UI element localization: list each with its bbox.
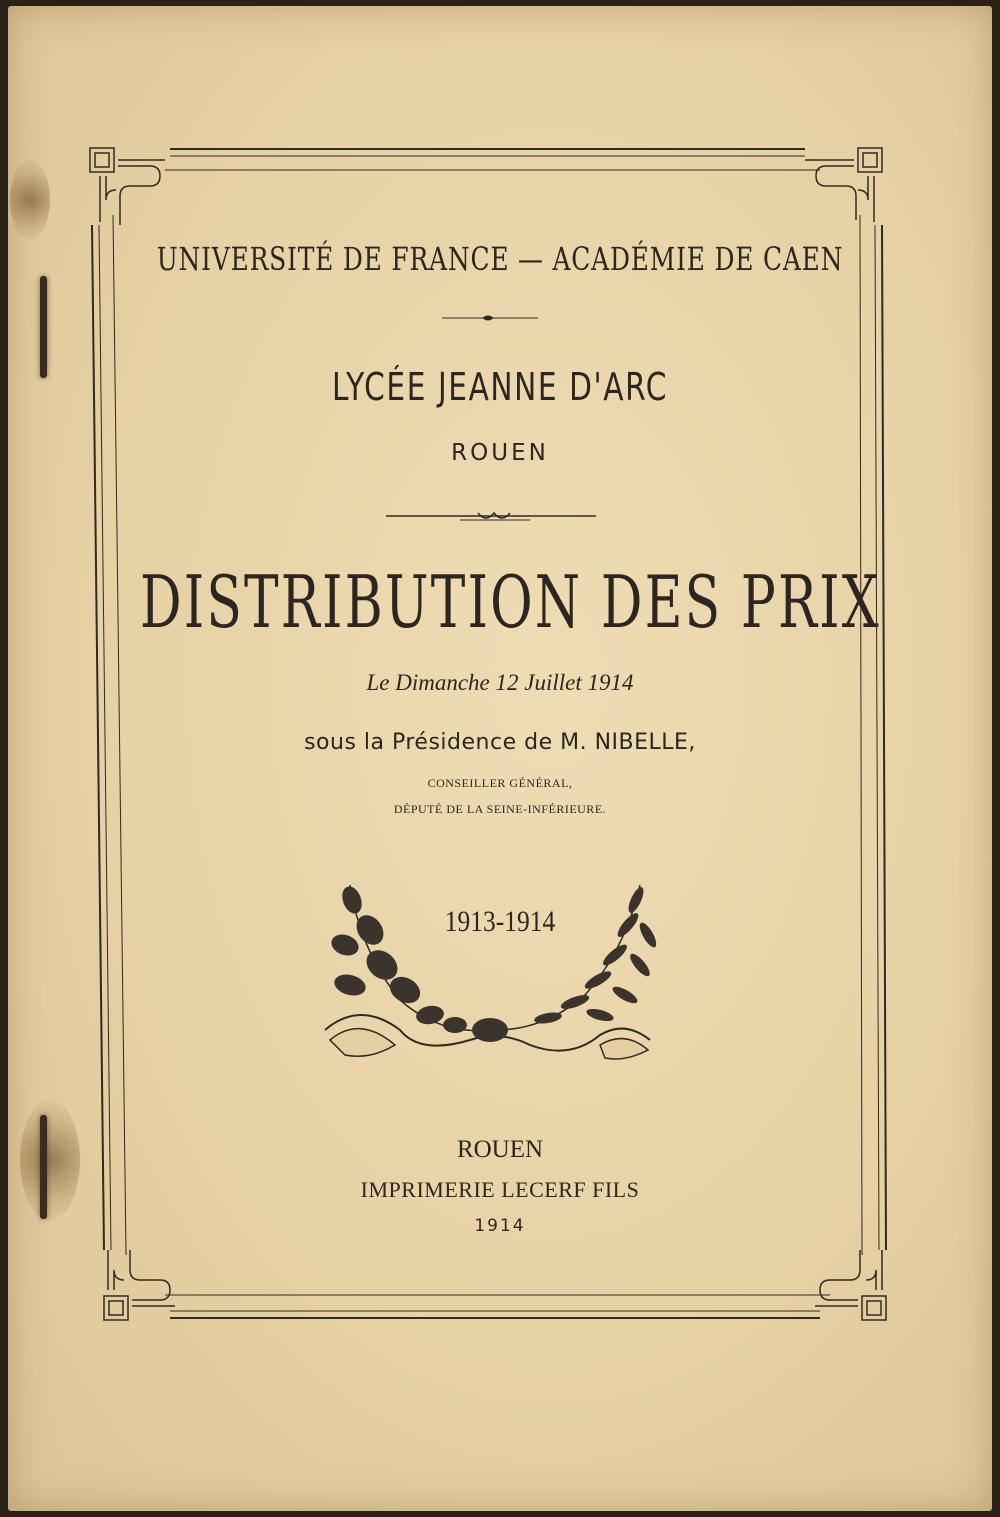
school-city: ROUEN [451, 440, 549, 466]
ceremony-date: Le Dimanche 12 Juillet 1914 [366, 670, 634, 695]
school-year: 1913-1914 [444, 905, 556, 938]
university-heading: UNIVERSITÉ DE FRANCE — ACADÉMIE DE CAEN [156, 240, 844, 278]
school-name: LYCÉE JEANNE D'ARC [331, 365, 669, 409]
corner-ornament [90, 148, 165, 225]
president-title-1: CONSEILLER GÉNÉRAL, [427, 776, 573, 790]
president-title-2: DÉPUTÉ DE LA SEINE-INFÉRIEURE. [393, 802, 607, 816]
page-title: DISTRIBUTION DES PRIX [140, 560, 881, 644]
printer-name: IMPRIMERIE LECERF FILS [360, 1177, 640, 1202]
separator-ornament [442, 316, 538, 320]
separator-ornament [386, 513, 596, 520]
corner-ornament [805, 148, 882, 222]
presidence-line: sous la Présidence de M. NIBELLE, [304, 730, 696, 755]
printer-city: ROUEN [456, 1136, 544, 1163]
corner-ornament [104, 1250, 175, 1320]
corner-ornament [815, 1250, 886, 1320]
print-year: 1914 [474, 1216, 526, 1236]
